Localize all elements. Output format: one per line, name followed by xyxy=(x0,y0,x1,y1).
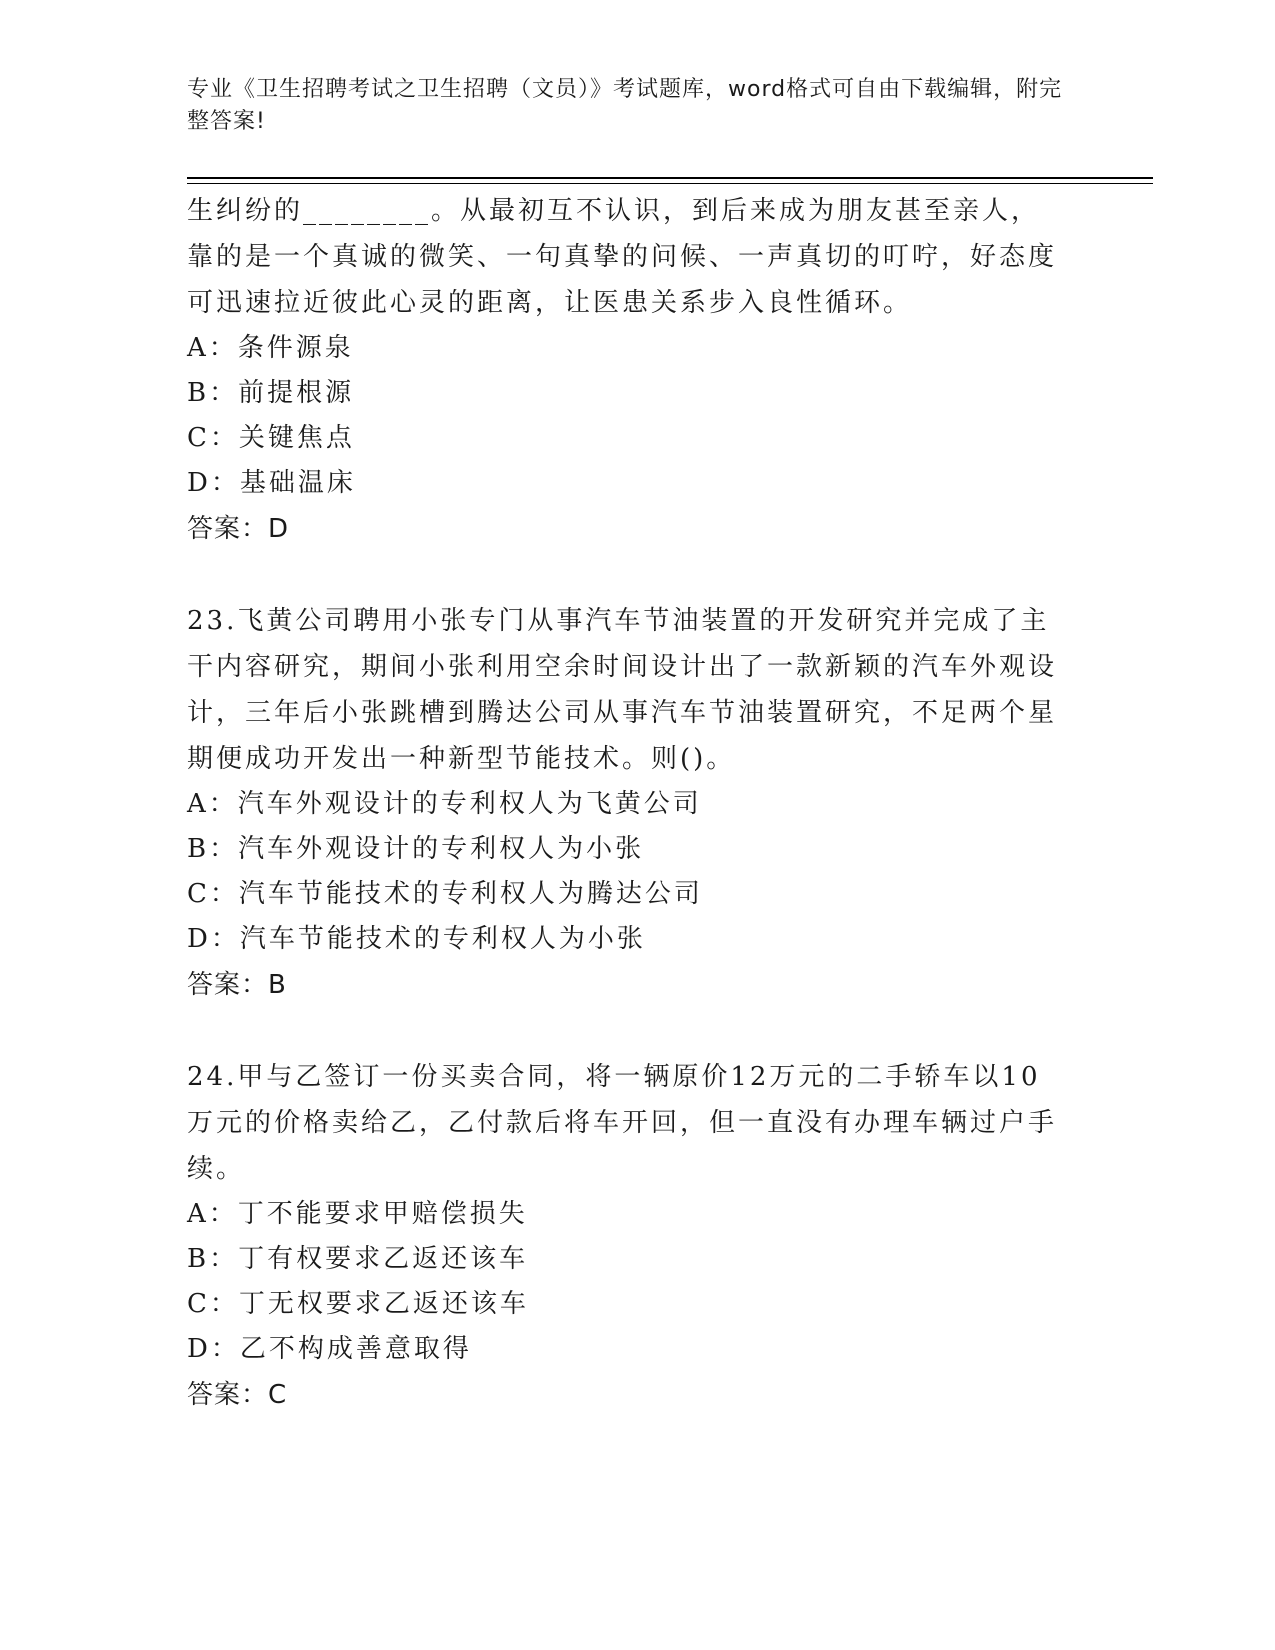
question-22 xyxy=(187,188,1067,552)
header-divider-thin xyxy=(187,183,1153,184)
page-header: 专业《卫生招聘考试之卫生招聘（文员）》考试题库，word格式可自由下载编辑，附完整答案! xyxy=(187,77,1063,134)
option-c: C：关键焦点 xyxy=(187,423,355,453)
question-list xyxy=(187,188,1067,1418)
question-24 xyxy=(187,1054,1067,1418)
answer-line: 答案：C xyxy=(187,1380,288,1410)
spacer xyxy=(187,1008,1067,1054)
header-divider-thick xyxy=(187,177,1153,179)
option-d: D：乙不构成善意取得 xyxy=(187,1334,472,1364)
option-a: A：条件源泉 xyxy=(187,333,354,363)
question-stem: 生纠纷的________。从最初互不认识，到后来成为朋友甚至亲人，靠的是一个真诚的微笑、一句真挚的问候、一声真切的叮咛，好态度可迅速拉近彼此心灵的距离，让医患关系步入良性循环。 xyxy=(187,196,1058,318)
option-b: B：前提根源 xyxy=(187,378,355,408)
option-c: C：汽车节能技术的专利权人为腾达公司 xyxy=(187,879,703,909)
option-d: D：汽车节能技术的专利权人为小张 xyxy=(187,924,646,954)
option-b: B：汽车外观设计的专利权人为小张 xyxy=(187,834,645,864)
answer-line: 答案：B xyxy=(187,970,287,1000)
option-d: D：基础温床 xyxy=(187,468,356,498)
option-b: B：丁有权要求乙返还该车 xyxy=(187,1244,529,1274)
spacer xyxy=(187,552,1067,598)
option-a: A：汽车外观设计的专利权人为飞黄公司 xyxy=(187,789,702,819)
question-23 xyxy=(187,598,1067,1008)
question-stem: 24.甲与乙签订一份买卖合同，将一辆原价12万元的二手轿车以10万元的价格卖给乙，乙付款后将车开回，但一直没有办理车辆过户手续。 xyxy=(187,1062,1058,1184)
answer-line: 答案：D xyxy=(187,514,290,544)
question-stem: 23.飞黄公司聘用小张专门从事汽车节油装置的开发研究并完成了主干内容研究，期间小张利用空余时间设计出了一款新颖的汽车外观设计，三年后小张跳槽到腾达公司从事汽车节油装置研究，不足两个星期便成功开发出一种新型节能技术。则()。 xyxy=(187,606,1058,774)
option-a: A：丁不能要求甲赔偿损失 xyxy=(187,1199,528,1229)
option-c: C：丁无权要求乙返还该车 xyxy=(187,1289,529,1319)
